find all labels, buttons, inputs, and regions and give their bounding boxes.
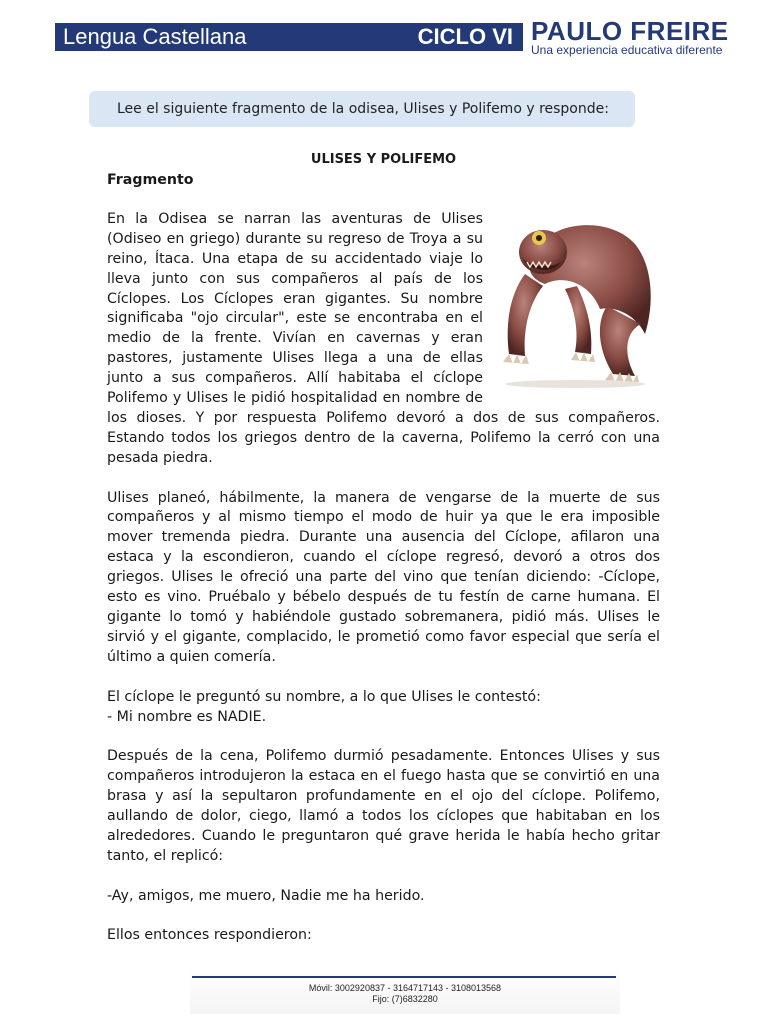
document-body bbox=[107, 150, 660, 966]
footer-mobile: Móvil: 3002920837 - 3164717143 - 3108013568 bbox=[308, 983, 502, 993]
instruction-box: Lee el siguiente fragmento de la odisea, Ulises y Polifemo y responde: bbox=[89, 91, 635, 127]
paragraph bbox=[107, 210, 660, 469]
document-title: ULISES Y POLIFEMO bbox=[310, 152, 457, 167]
brand-name: PAULO FREIRE bbox=[531, 16, 729, 46]
header-bar bbox=[55, 23, 523, 51]
footer-divider bbox=[192, 976, 616, 978]
cycle-label: CICLO VI bbox=[417, 24, 513, 49]
footer-contact bbox=[190, 983, 620, 1005]
paragraph: Ellos entonces respondieron: bbox=[107, 927, 312, 944]
paragraph: Después de la cena, Polifemo durmió pesadamente. Entonces Ulises y sus compañeros introdujeron la estaca en el fuego hasta que se convirtió en una brasa y así la sepultaron profundamente en el ojo del cíclope. Polifemo, aullando de dolor, ciego, llamó a todos los cíclopes que habitaban en los alrededores. Cuando le preguntaron qué grave herida le había hecho gritar tanto, el replicó: bbox=[107, 748, 660, 864]
paragraph: Ulises planeó, hábilmente, la manera de vengarse de la muerte de sus compañeros y al mismo tiempo el modo de huir ya que le era imposible mover tremenda piedra. Durante una ausencia del Cíclope, afilaron una estaca y la escondieron, cuando el cíclope regresó, devoró a otros dos griegos. Ulises le ofreció una parte del vino que tenían diciendo: -Cíclope, esto es vino. Pruébalo y bébelo después de tu festín de carne humana. El gigante lo tomó y habiéndole gustado sobremanera, pidió más. Ulises le sirvió y el gigante, complacido, le prometió como favor especial que sería el último a quien comería. bbox=[107, 489, 660, 665]
dialogue-line: - Mi nombre es NADIE. bbox=[107, 708, 267, 725]
subject-title: Lengua Castellana bbox=[63, 24, 247, 49]
dialogue-line: -Ay, amigos, me muero, Nadie me ha herido. bbox=[107, 887, 425, 904]
paragraph-text: En la Odisea se narran las aventuras de Ulises (Odiseo en griego) durante su regreso de Troya a su reino, Ítaca. Una etapa de su accidentado viaje lo lleva junto con sus compañeros al país de los Cíclopes. Los Cíclopes eran gigantes. Su nombre significaba "ojo circular", este se encontraba en el medio de la frente. Vivían en cavernas y eran pastores, justamente Ulises llega a una de ellas junto a sus compañeros. Allí habitaba el cíclope Polifemo y Ulises le pidió hospitalidad en nombre de los dioses. Y por respuesta Polifemo devoró a dos de sus compañeros. Estando todos los griegos dentro de la caverna, Polifemo la cerró con una pesada piedra. bbox=[107, 210, 660, 466]
document-subtitle: Fragmento bbox=[107, 172, 194, 188]
school-logo bbox=[531, 18, 731, 57]
page-header bbox=[55, 16, 729, 57]
paragraph: El cíclope le preguntó su nombre, a lo que Ulises le contestó: bbox=[107, 688, 541, 705]
brand-tagline: Una experiencia educativa diferente bbox=[531, 43, 723, 57]
footer-landline: Fijo: (7)6832280 bbox=[372, 994, 438, 1004]
cyclops-illustration bbox=[495, 214, 660, 389]
page-footer bbox=[190, 968, 620, 1014]
